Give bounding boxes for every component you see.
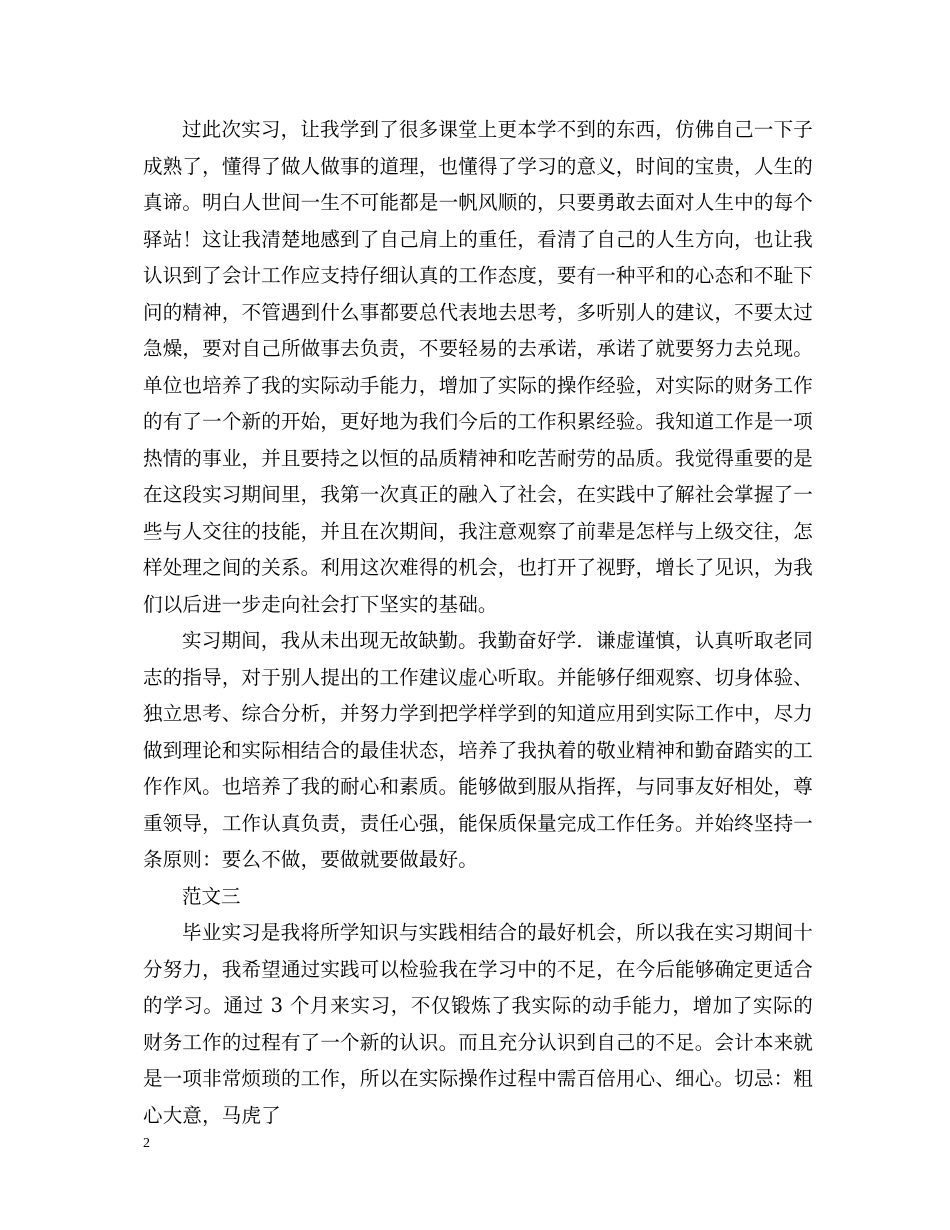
body-paragraph-2: 实习期间，我从未出现无故缺勤。我勤奋好学．谦虚谨慎，认真听取老同志的指导，对于别人提出的工作建议虚心听取。并能够仔细观察、切身体验、独立思考、综合分析，并努力学到把学样学到的知道应用到实际工作中，尽力做到理论和实际相结合的最佳状态，培养了我执着的敬业精神和勤奋踏实的工作作风。也培养了我的耐心和素质。能够做到服从指挥，与同事友好相处，尊重领导，工作认真负责，责任心强，能保质保量完成工作任务。并始终坚持一条原则：要么不做，要做就要做最好。 xyxy=(143,629,813,871)
page-body xyxy=(143,112,813,1134)
page-number: 2 xyxy=(143,1136,150,1151)
body-paragraph-3: 毕业实习是我将所学知识与实践相结合的最好机会，所以我在实习期间十分努力，我希望通过实践可以检验我在学习中的不足，在今后能够确定更适合的学习。通过 3 个月来实习，不仅锻炼了我实际的动手能力，增加了实际的财务工作的过程有了一个新的认识。而且充分认识到自己的不足。会计本来就是一项非常烦琐的工作，所以在实际操作过程中需百倍用心、细心。切忌：粗心大意，马虎了 xyxy=(143,921,813,1127)
body-paragraph-1: 过此次实习，让我学到了很多课堂上更本学不到的东西，仿佛自己一下子成熟了，懂得了做人做事的道理，也懂得了学习的意义，时间的宝贵，人生的真谛。明白人世间一生不可能都是一帆风顺的，只要勇敢去面对人生中的每个驿站！这让我清楚地感到了自己肩上的重任，看清了自己的人生方向，也让我认识到了会计工作应支持仔细认真的工作态度，要有一种平和的心态和不耻下问的精神，不管遇到什么事都要总代表地去思考，多听别人的建议，不要太过急燥，要对自己所做事去负责，不要轻易的去承诺，承诺了就要努力去兑现。单位也培养了我的实际动手能力，增加了实际的操作经验，对实际的财务工作的有了一个新的开始，更好地为我们今后的工作积累经验。我知道工作是一项热情的事业，并且要持之以恒的品质精神和吃苦耐劳的品质。我觉得重要的是在这段实习期间里，我第一次真正的融入了社会，在实践中了解社会掌握了一些与人交往的技能，并且在次期间，我注意观察了前辈是怎样与上级交往，怎样处理之间的关系。利用这次难得的机会，也打开了视野，增长了见识，为我们以后进一步走向社会打下坚实的基础。 xyxy=(143,118,813,616)
section-heading: 范文三 xyxy=(182,884,241,908)
